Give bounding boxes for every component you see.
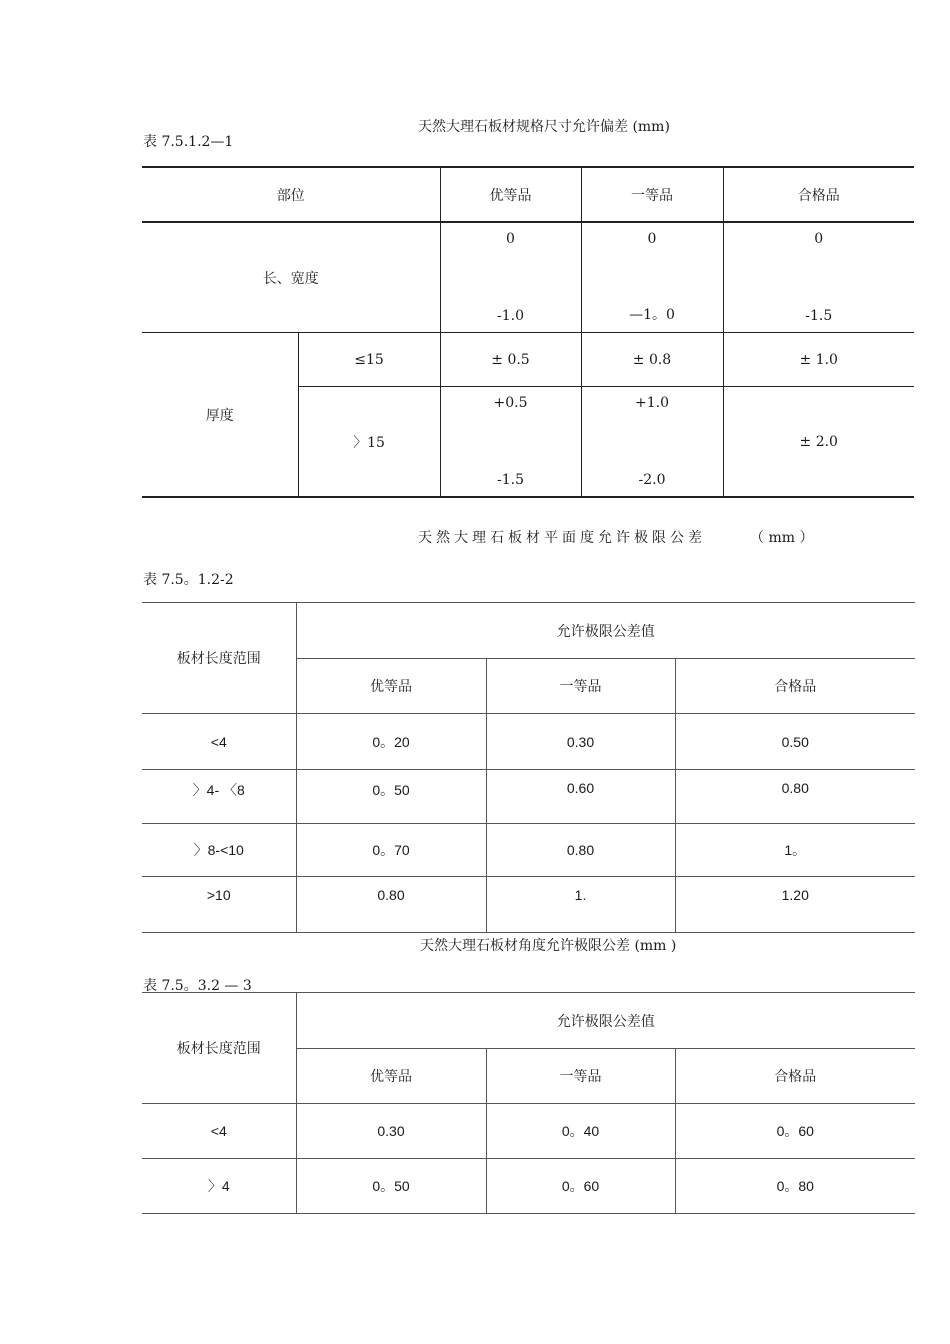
cell-value: 1.20 bbox=[675, 877, 915, 933]
cell-value: -1.0 bbox=[497, 308, 524, 324]
header-grade-first: 一等品 bbox=[486, 659, 675, 714]
table1-size-tolerance bbox=[142, 166, 914, 498]
cell-value: -2.0 bbox=[638, 472, 666, 488]
cell-value: +1.0 bbox=[635, 395, 669, 411]
row-label-thickness: 厚度 bbox=[142, 333, 298, 498]
header-grade-qualified: 合格品 bbox=[675, 1049, 915, 1104]
table3-number: 表 7.5。3.2 — 3 bbox=[143, 978, 252, 994]
cell-value: 1。 bbox=[675, 824, 915, 877]
row-label-length-width: 长、宽度 bbox=[142, 222, 440, 333]
cell-value: 0。70 bbox=[296, 824, 486, 877]
cell-value: 0。20 bbox=[296, 714, 486, 770]
cell-value: 0。50 bbox=[296, 1159, 486, 1214]
cell-value: 0.80 bbox=[486, 824, 675, 877]
cell-value: -1.5 bbox=[497, 472, 524, 488]
range-cell: <4 bbox=[142, 1104, 296, 1159]
cell-value: +0.5 bbox=[493, 395, 528, 411]
header-grade-premium: 优等品 bbox=[440, 167, 581, 222]
table-row bbox=[142, 877, 915, 933]
thickness-range-2: 〉15 bbox=[298, 387, 440, 498]
table3-angle-tolerance bbox=[142, 992, 915, 1214]
table2-flatness-tolerance bbox=[142, 602, 915, 933]
header-length-range: 板材长度范围 bbox=[142, 993, 296, 1104]
cell-value: 0。80 bbox=[675, 1159, 915, 1214]
cell-value: 0.80 bbox=[675, 770, 915, 824]
table-row bbox=[142, 824, 915, 877]
header-length-range: 板材长度范围 bbox=[142, 603, 296, 714]
cell-value: 0。40 bbox=[486, 1104, 675, 1159]
thickness-range-1: ≤15 bbox=[298, 333, 440, 387]
cell-value: —1。0 bbox=[629, 307, 675, 323]
cell-value: 0.80 bbox=[296, 877, 486, 933]
table-row bbox=[142, 770, 915, 824]
range-cell: >10 bbox=[142, 877, 296, 933]
table-row bbox=[142, 1104, 915, 1159]
table2-unit: （ mm ） bbox=[750, 530, 814, 546]
cell-value: 0。60 bbox=[675, 1104, 915, 1159]
header-grade-qualified: 合格品 bbox=[675, 659, 915, 714]
header-part: 部位 bbox=[142, 167, 440, 222]
header-tolerance-group: 允许极限公差值 bbox=[296, 993, 915, 1049]
cell-value: 0.60 bbox=[486, 770, 675, 824]
cell-value: ± 0.8 bbox=[581, 333, 723, 387]
cell-value: 0.30 bbox=[296, 1104, 486, 1159]
cell-value: 0.50 bbox=[675, 714, 915, 770]
cell-value: 1. bbox=[486, 877, 675, 933]
cell-value: ± 1.0 bbox=[723, 333, 914, 387]
table3-title: 天然大理石板材角度允许极限公差 (mm ) bbox=[420, 938, 677, 954]
header-grade-first: 一等品 bbox=[486, 1049, 675, 1104]
cell-value: 0。50 bbox=[296, 770, 486, 824]
cell-value: 0 bbox=[647, 231, 657, 247]
cell-value: -1.5 bbox=[805, 308, 833, 324]
header-grade-first: 一等品 bbox=[581, 167, 723, 222]
header-grade-qualified: 合格品 bbox=[723, 167, 914, 222]
cell-value: ± 0.5 bbox=[440, 333, 581, 387]
table1-number: 表 7.5.1.2—1 bbox=[143, 134, 234, 150]
header-grade-premium: 优等品 bbox=[296, 1049, 486, 1104]
range-cell: 〉4- 〈8 bbox=[142, 770, 296, 824]
header-tolerance-group: 允许极限公差值 bbox=[296, 603, 915, 659]
cell-value: ± 2.0 bbox=[723, 387, 914, 498]
cell-value: 0 bbox=[814, 231, 824, 247]
table-row bbox=[142, 333, 914, 387]
range-cell: 〉4 bbox=[142, 1159, 296, 1214]
range-cell: <4 bbox=[142, 714, 296, 770]
cell-value: 0。60 bbox=[486, 1159, 675, 1214]
table-row bbox=[142, 222, 914, 333]
table2-title: 天然大理石板材平面度允许极限公差 bbox=[418, 530, 706, 546]
table1-title: 天然大理石板材规格尺寸允许偏差 (mm) bbox=[418, 119, 670, 135]
table2-number: 表 7.5。1.2-2 bbox=[143, 572, 234, 588]
table-row bbox=[142, 714, 915, 770]
range-cell: 〉8-<10 bbox=[142, 824, 296, 877]
cell-value: 0.30 bbox=[486, 714, 675, 770]
table-row bbox=[142, 1159, 915, 1214]
header-grade-premium: 优等品 bbox=[296, 659, 486, 714]
cell-value: 0 bbox=[506, 231, 515, 247]
